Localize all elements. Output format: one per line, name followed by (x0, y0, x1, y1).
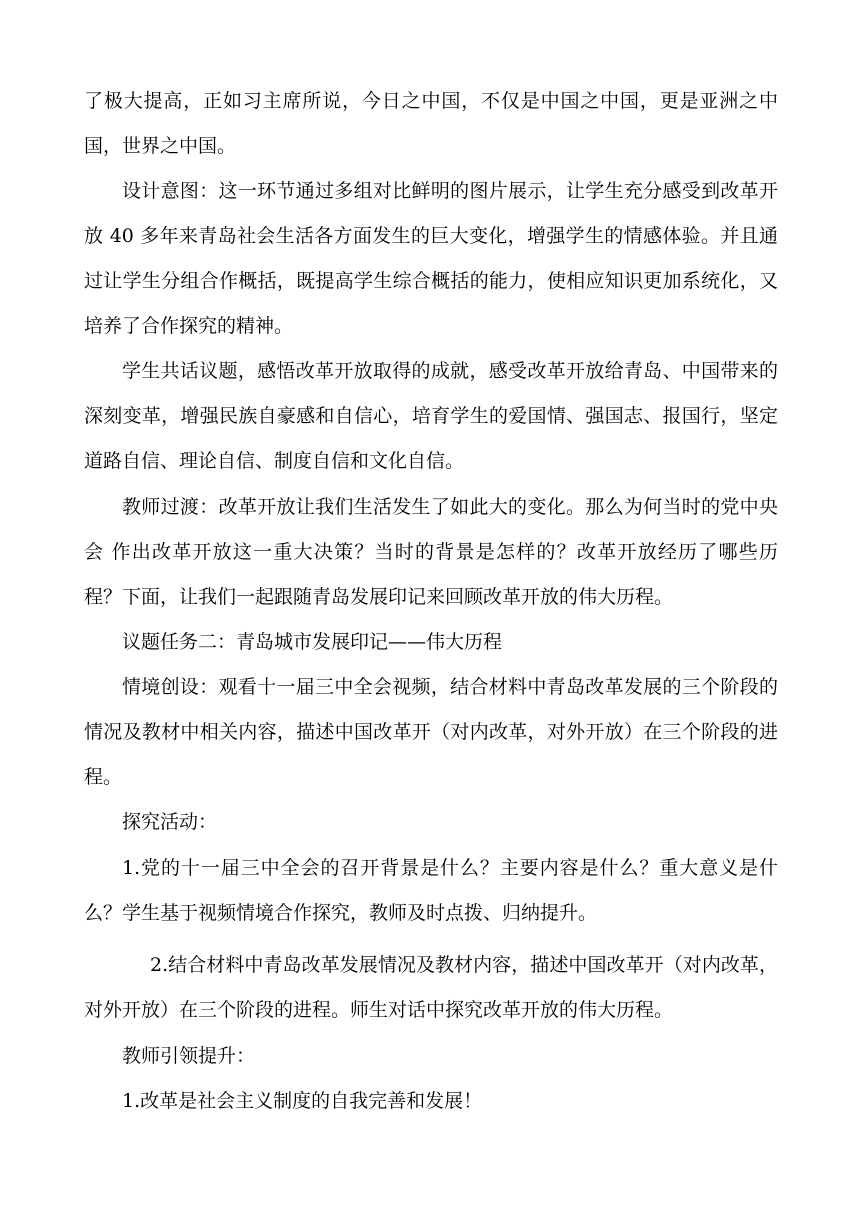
paragraph-teacher-transition: 教师过渡：改革开放让我们生活发生了如此大的变化。那么为何当时的党中央会 作出改革开放这一重大决策？当时的背景是怎样的？改革开放经历了哪些历 程？下面，让我们一起跟随青岛发展印记来回顾改革开放的伟大历程。 (84, 496, 778, 608)
paragraph-student-discussion: 学生共话议题，感悟改革开放取得的成就，感受改革开放给青岛、中国带来的深刻变革，增强民族自豪感和自信心，培育学生的爱国情、强国志、报国行，坚定道路自信、理论自信、制度自信和文化自信。 (84, 360, 778, 472)
paragraph-teacher-guidance-heading: 教师引领提升： (122, 1045, 256, 1067)
paragraph-task-two-heading: 议题任务二：青岛城市发展印记——伟大历程 (122, 631, 503, 653)
paragraph-conclusion-continued: 了极大提高，正如习主席所说，今日之中国，不仅是中国之中国，更是亚洲之中国，世界之中国。 (84, 90, 778, 157)
paragraph-guidance-item-1: 1.改革是社会主义制度的自我完善和发展！ (122, 1090, 483, 1112)
paragraph-inquiry-heading: 探究活动： (122, 811, 218, 833)
paragraph-scenario-setup: 情境创设：观看十一届三中全会视频，结合材料中青岛改革发展的三个阶段的情况及教材中相关内容，描述中国改革开（对内改革，对外开放）在三个阶段的进程。 (84, 676, 778, 788)
paragraph-inquiry-item-2: 2.结合材料中青岛改革发展情况及教材内容，描述中国改革开（对内改革，对外开放）在三个阶段的进程。师生对话中探究改革开放的伟大历程。 (84, 954, 778, 1021)
paragraph-design-intent: 设计意图：这一环节通过多组对比鲜明的图片展示，让学生充分感受到改革开放 40 多年来青岛社会生活各方面发生的巨大变化，增强学生的情感体验。并且通过让学生分组合作概括，既提高学生综合概括的能力，使相应知识更加系统化，又培养了合作探究的精神。 (84, 180, 778, 337)
paragraph-inquiry-item-1: 1.党的十一届三中全会的召开背景是什么？主要内容是什么？重大意义是什么？学生基于视频情境合作探究，教师及时点拨、归纳提升。 (84, 857, 778, 924)
